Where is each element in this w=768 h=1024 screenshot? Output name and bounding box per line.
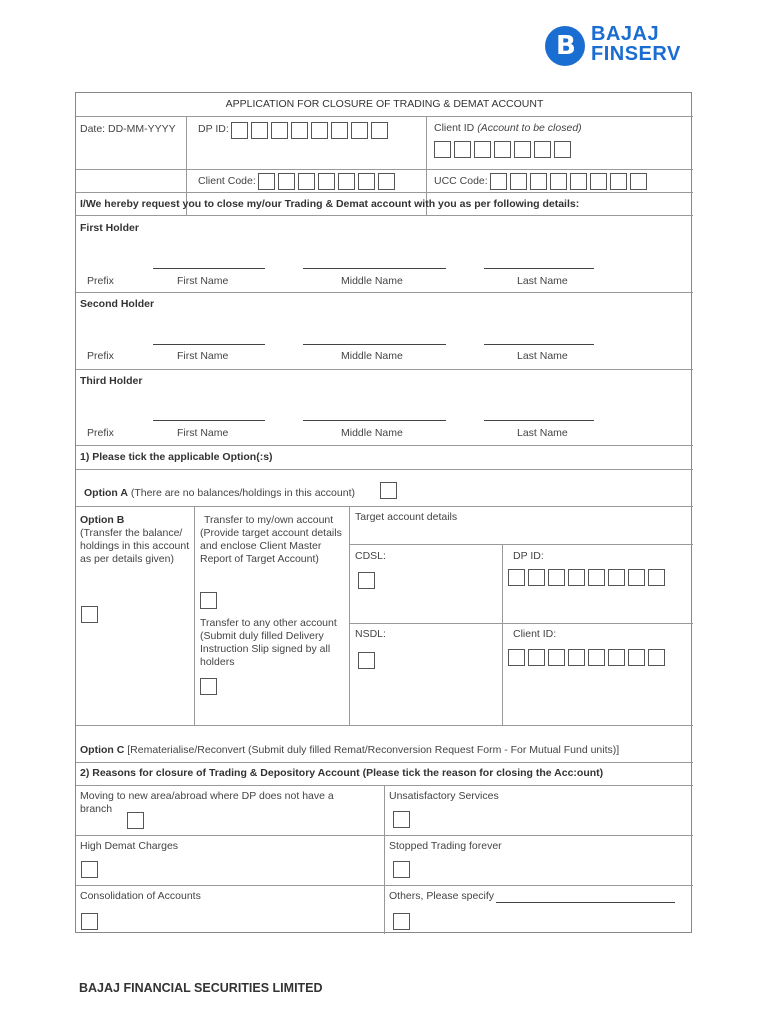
reason-stopped-trading: Stopped Trading forever: [389, 840, 502, 852]
last-name-label: Last Name: [517, 427, 568, 439]
first-holder-first-name[interactable]: [153, 268, 265, 269]
transfer-own-text: Transfer to my/own account (Provide target account details and enclose Client Master Report of Target Account): [200, 514, 342, 565]
prefix-label: Prefix: [87, 275, 114, 287]
reason-high-charges: High Demat Charges: [80, 840, 179, 852]
cdsl-label: CDSL:: [355, 550, 386, 562]
target-details-label: Target account details: [355, 511, 458, 523]
dp-id-input[interactable]: [231, 122, 391, 139]
request-text: I/We hereby request you to close my/our Trading & Demat account with you as per following details:: [80, 198, 580, 210]
brand-logo: [545, 24, 705, 68]
option-b-text: (Transfer the balance/ holdings in this account as per details given): [80, 527, 190, 565]
ucc-code-input[interactable]: [490, 173, 650, 190]
target-client-id-input[interactable]: [508, 649, 668, 666]
last-name-label: Last Name: [517, 275, 568, 287]
reasons-heading: 2) Reasons for closure of Trading & Depository Account (Please tick the reason for closing the Acc:ount): [80, 767, 604, 779]
third-holder-title: Third Holder: [80, 375, 143, 387]
dp-id-label: DP ID:: [198, 123, 229, 135]
nsdl-label: NSDL:: [355, 628, 386, 640]
middle-name-label: Middle Name: [341, 427, 403, 439]
closure-form: [75, 92, 692, 933]
reason-others-specify-field[interactable]: [496, 902, 675, 903]
footer-company-name: BAJAJ FINANCIAL SECURITIES LIMITED: [79, 981, 323, 995]
prefix-label: Prefix: [87, 350, 114, 362]
first-name-label: First Name: [177, 427, 229, 439]
reason-consolidation-checkbox[interactable]: [81, 913, 98, 930]
brand-name: BAJAJ FINSERV: [591, 23, 681, 65]
option-b-checkbox[interactable]: [81, 606, 98, 623]
option-a-checkbox[interactable]: [380, 482, 397, 499]
reason-moving: Moving to new area/abroad where DP does not have a branch: [80, 790, 334, 815]
middle-name-label: Middle Name: [341, 350, 403, 362]
client-id-input[interactable]: [434, 141, 574, 158]
client-id-label: Client ID (Account to be closed): [434, 122, 582, 134]
reason-high-charges-checkbox[interactable]: [81, 861, 98, 878]
form-title: APPLICATION FOR CLOSURE OF TRADING & DEMAT ACCOUNT: [225, 98, 544, 110]
reason-moving-checkbox[interactable]: [127, 812, 144, 829]
transfer-other-text: Transfer to any other account (Submit duly filled Delivery Instruction Slip signed by all holders: [200, 617, 337, 668]
reason-consolidation: Consolidation of Accounts: [80, 890, 201, 902]
nsdl-checkbox[interactable]: [358, 652, 375, 669]
third-holder-last-name[interactable]: [484, 420, 594, 421]
option-c: Option C [Rematerialise/Reconvert (Submit duly filled Remat/Reconversion Request Form - For Mutual Fund units)]: [80, 744, 620, 756]
reason-others-checkbox[interactable]: [393, 913, 410, 930]
brand-logo-mark: B: [545, 26, 585, 66]
option-b-label: Option B: [80, 514, 125, 526]
third-holder-first-name[interactable]: [153, 420, 265, 421]
target-dp-id-input[interactable]: [508, 569, 668, 586]
prefix-label: Prefix: [87, 427, 114, 439]
client-code-label: Client Code:: [198, 175, 256, 187]
third-holder-middle-name[interactable]: [303, 420, 446, 421]
first-holder-title: First Holder: [80, 222, 139, 234]
middle-name-label: Middle Name: [341, 275, 403, 287]
ucc-code-label: UCC Code:: [434, 175, 488, 187]
transfer-own-checkbox[interactable]: [200, 592, 217, 609]
first-name-label: First Name: [177, 275, 229, 287]
cdsl-checkbox[interactable]: [358, 572, 375, 589]
first-name-label: First Name: [177, 350, 229, 362]
second-holder-title: Second Holder: [80, 298, 155, 310]
first-holder-middle-name[interactable]: [303, 268, 446, 269]
second-holder-first-name[interactable]: [153, 344, 265, 345]
client-code-input[interactable]: [258, 173, 398, 190]
first-holder-last-name[interactable]: [484, 268, 594, 269]
last-name-label: Last Name: [517, 350, 568, 362]
second-holder-middle-name[interactable]: [303, 344, 446, 345]
target-dp-id-label: DP ID:: [513, 550, 544, 562]
second-holder-last-name[interactable]: [484, 344, 594, 345]
target-client-id-label: Client ID:: [513, 628, 557, 640]
reason-stopped-trading-checkbox[interactable]: [393, 861, 410, 878]
option-a: Option A (There are no balances/holdings in this account): [84, 487, 355, 499]
reason-unsatisfactory: Unsatisfactory Services: [389, 790, 499, 802]
transfer-other-checkbox[interactable]: [200, 678, 217, 695]
reason-unsatisfactory-checkbox[interactable]: [393, 811, 410, 828]
reason-others: Others, Please specify: [389, 890, 495, 902]
date-label: Date: DD-MM-YYYY: [80, 123, 176, 135]
options-heading: 1) Please tick the applicable Option(:s): [80, 451, 273, 463]
